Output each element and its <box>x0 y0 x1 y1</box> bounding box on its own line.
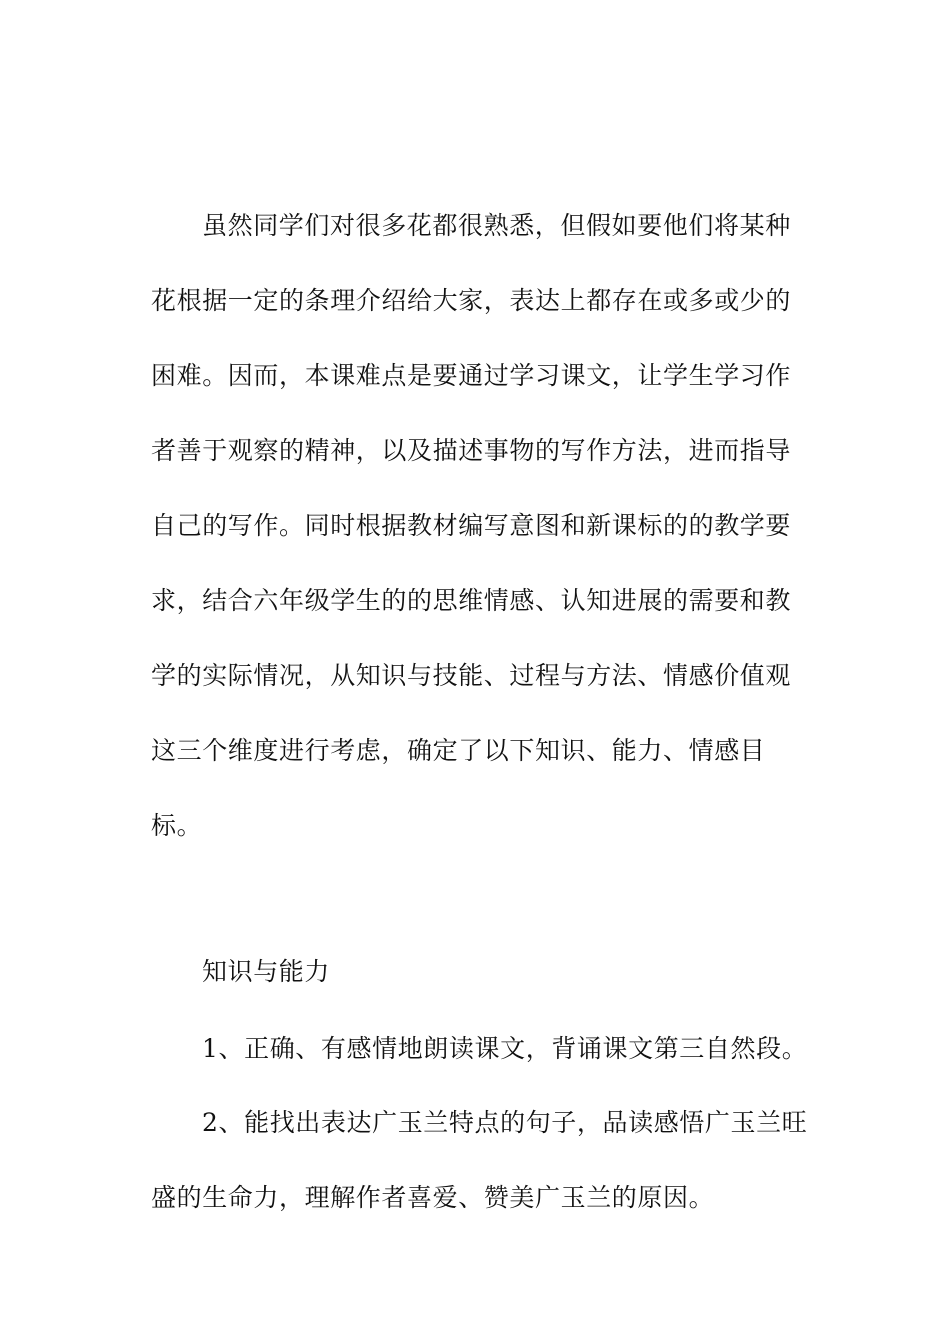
paragraph-line: 这三个维度进行考虑，确定了以下知识、能力、情感目 <box>151 736 766 765</box>
paragraph-line: 困难。因而，本课难点是要通过学习课文，让学生学习作 <box>151 361 792 390</box>
paragraph-line: 自己的写作。同时根据教材编写意图和新课标的的教学要 <box>151 511 792 540</box>
paragraph-line: 标。 <box>151 811 203 840</box>
paragraph-line: 虽然同学们对很多花都很熟悉，但假如要他们将某种 <box>202 211 791 240</box>
list-item: 2、能找出表达广玉兰特点的句子，品读感悟广玉兰旺 <box>202 1108 808 1137</box>
list-item: 1、正确、有感情地朗读课文，背诵课文第三自然段。 <box>202 1034 808 1063</box>
paragraph-line: 学的实际情况，从知识与技能、过程与方法、情感价值观 <box>151 661 792 690</box>
section-heading: 知识与能力 <box>202 957 331 986</box>
list-item-continuation: 盛的生命力，理解作者喜爱、赞美广玉兰的原因。 <box>151 1183 715 1212</box>
paragraph-line: 者善于观察的精神，以及描述事物的写作方法，进而指导 <box>151 436 792 465</box>
paragraph-line: 求，结合六年级学生的的思维情感、认知进展的需要和教 <box>151 586 792 615</box>
paragraph-line: 花根据一定的条理介绍给大家，表达上都存在或多或少的 <box>151 286 792 315</box>
